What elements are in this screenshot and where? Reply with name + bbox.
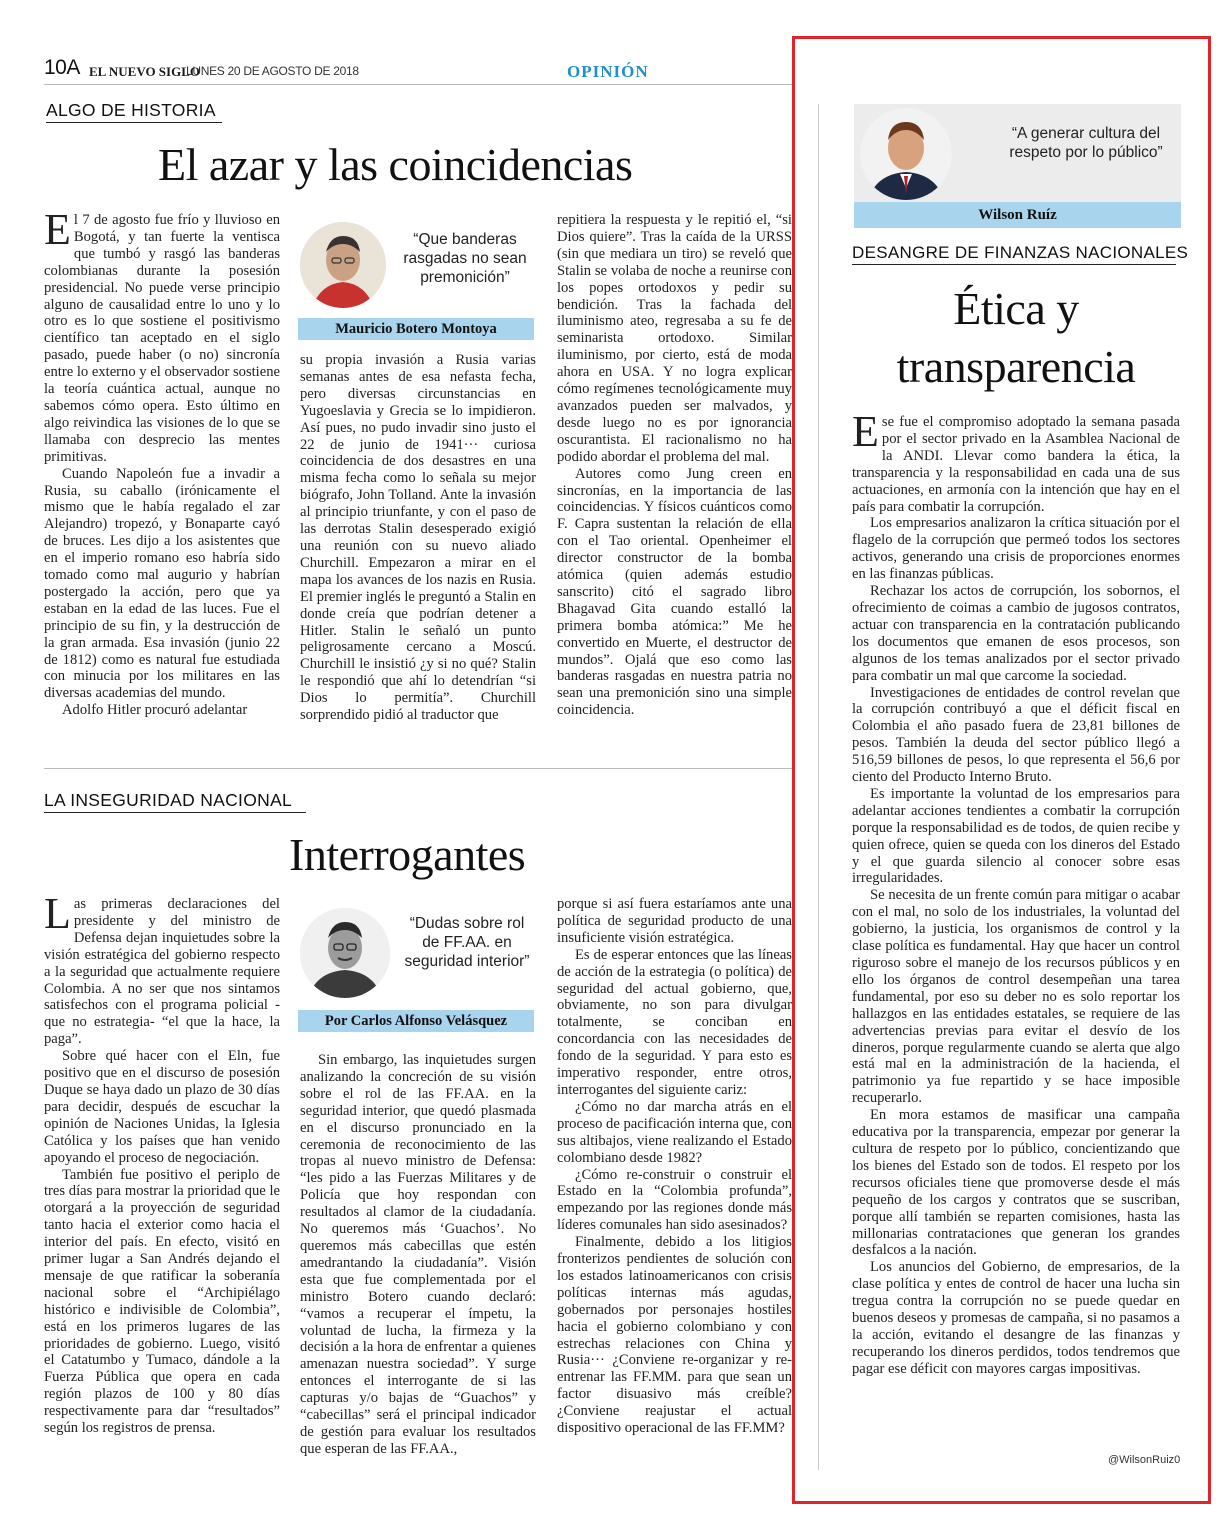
article-headline: transparencia bbox=[896, 341, 1136, 392]
article-column: Sin embargo, las inquietudes surgen analizando la concreción de su visión sobre el rol de las FF.AA. en la seguridad interior, que quedó plasmada en el discurso pronunciado en la ceremonia de reconocimiento de las tropas al nuevo ministro de Defensa: “les pido a las Fuerzas Militares y de Policía que hoy respondan con resultados al clamor de la ciudadanía. No queremos más ‘Guachos’. No queremos más cabecillas que estén amedrantando la ciudadanía”. Visión esta que fue complementada por el ministro Botero cuando declaró: “vamos a recuperar el ímpetu, la voluntad de lucha, la firmeza y la decisión a la hora de enfrentar a quienes amenazan nuestra sociedad”. Y surge entonces el interrogante de si las capturas y/o bajas de “Guachos” y “cabecillas” será el principal indicador de gestión para evaluar los resultados que esperan de las FF.AA., bbox=[300, 1052, 536, 1457]
pull-quote: “A generar cultura del respeto por lo público” bbox=[1009, 125, 1163, 161]
article-kicker: DESANGRE DE FINANZAS NACIONALES bbox=[852, 243, 1189, 262]
pull-quote: “Dudas sobre rol de FF.AA. en seguridad interior” bbox=[404, 915, 530, 970]
article-kicker: ALGO DE HISTORIA bbox=[46, 100, 216, 120]
article-headline: Interrogantes bbox=[289, 829, 526, 880]
article-kicker: LA INSEGURIDAD NACIONAL bbox=[44, 790, 293, 810]
section-divider bbox=[44, 768, 792, 769]
column-rule bbox=[818, 104, 819, 1470]
kicker-underline bbox=[44, 812, 306, 813]
article-column: El 7 de agosto fue frío y lluvioso en Bogotá, y tan fuerte la ventisca que tumbó y rasgó las banderas colombianas durante la posesión presidencial. No puede verse principio alguno de causalidad entre lo uno y lo otro es lo que sostiene el positivismo científico tan aceptado en el siglo pasado, puede haber (o no) sincronía entre lo externo y el observador sostiene la teoría cuántica actual, aunque no sabemos cómo opera. Esto último en algo reivindica las visiones de lo que se llamaba con desprecio las mentes primitivas. Cuando Napoleón fue a invadir a Rusia, su caballo (irónicamente el mismo que le había regalado el zar Alejandro) tropezó, y Bonaparte cayó de bruces. Les dijo a los asistentes que en el imperio romano eso habría sido tomado como mal augurio y habrían postergado la acción, pero que ya estaban en la edad de las luces. Fue el principio de su fin, y la destrucción de la gran armada. Esa invasión (junio 22 de 1812) como es natural fue estudiada con minucia por los militares en las diversas academias del mundo. Adolfo Hitler procuró adelantar bbox=[44, 212, 280, 719]
author-byline: Wilson Ruíz bbox=[854, 202, 1181, 228]
issue-date: LUNES 20 DE AGOSTO DE 2018 bbox=[186, 64, 359, 78]
article-column: Ese fue el compromiso adoptado la semana pasada por el sector privado en la Asamblea Nacional de la ANDI. Llevar como bandera la ética, la transparencia y la responsabilidad en cada una de sus actuaciones, en armonía con la intención que hay en el país para combatir la corrupción. Los empresarios analizaron la crítica situación por el flagelo de la corrupción que permeó todos los sectores activos, generando una crisis de proporciones enormes en las finanzas públicas. Rechazar los actos de corrupción, los sobornos, el ofrecimiento de coimas a cambio de jugosos contratos, actuar con transparencia en la contratación publicando los documentos que emanen de esos procesos, son algunos de los temas analizados por el sector privado para combatir un mal que carcome la sociedad. Investigaciones de entidades de control revelan que la corrupción contribuyó a que el déficit fiscal en Colombia el año pasado fuera de 23,81 billones de pesos. También la deuda del sector público llegó a 516,59 billones de pesos, lo que representa el 56,6 por ciento del Producto Interno Bruto. Es importante la voluntad de los empresarios para adelantar acciones tendientes a combatir la corrupción porque la responsabilidad es de todos, de quien recibe y quien ofrece, quien se queda con los dineros del Estado y el que guarda silencio al conocer sobre esas irregularidades. Se necesita de un frente común para mitigar o acabar con el mal, no solo de los industriales, la voluntad del gobierno, la justicia, los organismos de control y la clase política es fundamental. Hay que hacer un control riguroso sobre el manejo de los recursos públicos y en ello los órganos de control desempeñan una tarea fundamental, por eso su deber no es solo reportar los hallazgos en las entidades estatales, se requiere de las advertencias previas para evitar el desvío de los dineros, porque regularmente cuando se alerta que algo está mal en la administración de la hacienda, el patrimonio ya fue repartido y se hace imposible recuperarlo. En mora estamos de masificar una campaña educativa por la transparencia, empezar por generar la cultura de respeto por lo público, concientizando que los bienes del Estado son de todos. El respeto por los recursos oficiales tiene que promoverse desde el más pequeño de los cargos y contratos que se suscriban, porque allí también se reparten comisiones, hasta las millonarias contrataciones que generan los grandes desfalcos a la nación. Los anuncios del Gobierno, de empresarios, de la clase política y entes de control de hacer una lucha sin tregua contra la corrupción no se puede quedar en buenos deseos y promesas de campaña, si no pasamos a la acción, evitando el desangre de las finanzas y recuperando los dineros perdidos, todos tendremos que pagar ese déficit con mayores cargas impositivas. bbox=[852, 414, 1180, 1377]
article-column: repitiera la respuesta y le repitió el, “si Dios quiere”. Tras la caída de la URSS (sin que mediara un tiro) se reveló que Stalin se volaba de noche a reunirse con los popes ortodoxos y pedir su bendición. Tras la fachada del iluminismo ateo, regresaba a su fe de seminarista ortodoxo. Similar iluminismo, por cierto, está de moda ahora en USA. Y no logra explicar cómo regímenes tecnológicamente muy avanzados pueden ser malvados, y desde luego no es por ignorancia oscurantista. El racionalismo no ha podido abordar el problema del mal. Autores como Jung creen en sincronías, en la importancia de las coincidencias. Y físicos cuánticos como F. Capra sustentan la relación de ella con el Tao oriental. Openheimer el director constructor de la bomba atómica (quien además estudio sanscrito) citó el sagrado libro Bhagavad Gita cuando estalló la primera bomba atómica:” Me he convertido en Muerte, el destructor de mundos”. Ojalá que eso como las banderas rasgadas en nuestra patria no sean una premonición sino una simple coincidencia. bbox=[557, 212, 792, 719]
drop-cap: E bbox=[852, 414, 879, 456]
author-photo bbox=[860, 108, 952, 200]
article-headline: Ética y bbox=[953, 283, 1079, 334]
masthead-rule bbox=[44, 84, 792, 85]
author-photo bbox=[300, 222, 386, 308]
page-number: 10A bbox=[44, 56, 80, 79]
kicker-underline bbox=[852, 264, 1176, 265]
author-box bbox=[298, 904, 534, 1032]
article-column: porque si así fuera estaríamos ante una política de seguridad producto de una insuficiente visión estratégica. Es de esperar entonces que las líneas de acción de la estrategia (o política) de seguridad del actual gobierno, que, obviamente, no son para divulgar totalmente, se conciban en concordancia con las necesidades de fondo de la seguridad. Y para esto es imperativo responder, entre otros, interrogantes del siguiente cariz: ¿Cómo no dar marcha atrás en el proceso de pacificación interna que, con sus altibajos, viene realizando el Estado colombiano desde 1982? ¿Cómo re-construir o construir el Estado en la “Colombia profunda”, empezando por las regiones donde más líderes comunales han sido asesinados? Finalmente, debido a los litigios fronterizos pendientes de solución con los estados latinoamericanos con crisis políticas internas más agudas, gobernados por personajes hostiles hacia el gobierno colombiano y con estrechas relaciones con China y Rusia··· ¿Conviene re-organizar y re-entrenar las FF.MM. para que sean un factor disuasivo más creíble? ¿Conviene reajustar el actual dispositivo operacional de las FF.MM? bbox=[557, 896, 792, 1437]
drop-cap: L bbox=[44, 896, 71, 938]
newspaper-name: EL NUEVO SIGLO bbox=[89, 64, 200, 79]
author-photo bbox=[300, 908, 390, 998]
article-column: Las primeras declaraciones del presidente y del ministro de Defensa dejan inquietudes sobre la visión estratégica del gobierno respecto a la seguridad que actualmente requiere Colombia. A no ser que nos sintamos satisfechos con el programa policial -que no estrategia- “el que la hace, la paga”. Sobre qué hacer con el Eln, fue positivo que en el discurso de posesión Duque se haya dado un plazo de 30 días para decidir, después de escuchar la opinión de Naciones Unidas, la Iglesia Católica y los países que han venido apoyando el proceso de negociación. También fue positivo el periplo de tres días para mostrar la prioridad que le otorgará a la proyección de seguridad tanto hacia el exterior como hacia el interior del país. En efecto, visitó en primer lugar a San Andrés dejando el mensaje de que ratificar la soberanía nacional sobre el “Archipiélago histórico e indivisible de Colombia”, está en los primeros lugares de las prioridades de gobierno. Luego, visitó el Catatumbo y Tumaco, dándole a la Fuerza Pública que opera en cada región plazos de 100 y 80 días respectivamente para dar “resultados” según los registros de prensa. bbox=[44, 896, 280, 1437]
author-twitter-handle[interactable]: @WilsonRuiz0 bbox=[1108, 1454, 1181, 1466]
pull-quote: “Que banderas rasgadas no sean premonición” bbox=[403, 231, 527, 286]
author-byline: Mauricio Botero Montoya bbox=[298, 318, 534, 340]
section-name: OPINIÓN bbox=[567, 62, 649, 81]
author-byline: Por Carlos Alfonso Velásquez bbox=[298, 1010, 534, 1032]
article-column: su propia invasión a Rusia varias semanas antes de esa nefasta fecha, pero diversas circunstancias en Yugoeslavia y Grecia se lo impidieron. Así pues, no pudo invadir sino justo el 22 de junio de 1941··· curiosa coincidencia de dos desastres en una misma fecha como lo señala su mejor biógrafo, John Tolland. Ante la invasión al principio triunfante, y con el paso de las derrotas Stalin desesperado exigió una reunión con su nuevo aliado Churchill. Empezaron a mirar en el mapa los avances de los nazis en Rusia. El premier inglés le preguntó a Stalin en donde creía que podrían detener a Hitler. Stalin le señaló un punto peligrosamente cercano a Moscú. Churchill le insistió ¿y si no qué? Stalin le respondió que ahí lo detendrían “si Dios lo permitía”. Churchill sorprendido pidió al traductor que bbox=[300, 352, 536, 724]
kicker-underline bbox=[46, 122, 222, 123]
author-box bbox=[854, 104, 1181, 228]
article-headline: El azar y las coincidencias bbox=[158, 139, 633, 190]
drop-cap: E bbox=[44, 212, 71, 254]
author-box bbox=[298, 216, 534, 342]
